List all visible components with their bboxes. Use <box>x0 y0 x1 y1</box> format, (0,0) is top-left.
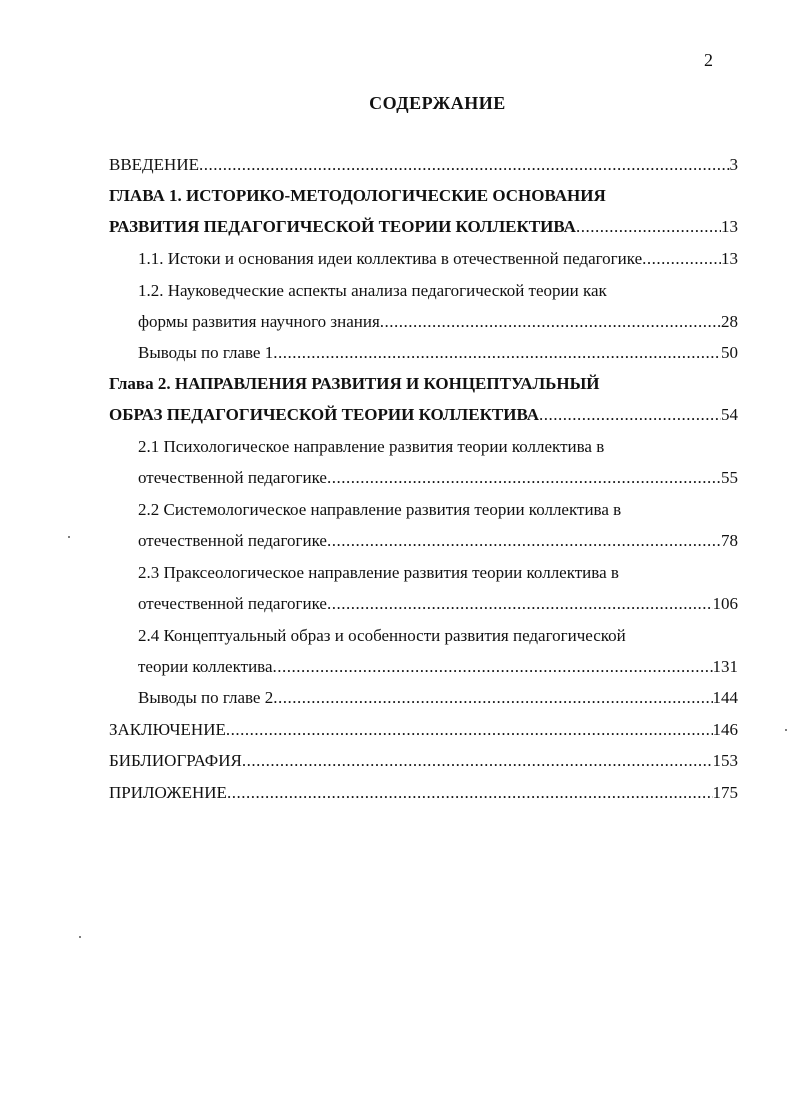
toc-label: ОБРАЗ ПЕДАГОГИЧЕСКОЙ ТЕОРИИ КОЛЛЕКТИВА <box>109 405 539 424</box>
scan-speck <box>785 729 787 731</box>
toc-page-number: 175 <box>712 783 738 802</box>
toc-leader-dots <box>539 403 721 427</box>
toc-section-2-1-line-2[interactable] <box>138 466 738 490</box>
scan-speck <box>68 536 70 538</box>
toc-conclusions-1[interactable] <box>138 341 738 365</box>
toc-leader-dots <box>273 686 712 710</box>
toc-label: ВВЕДЕНИЕ <box>109 155 199 174</box>
toc-label: РАЗВИТИЯ ПЕДАГОГИЧЕСКОЙ ТЕОРИИ КОЛЛЕКТИВА <box>109 217 576 236</box>
toc-label: отечественной педагогике <box>138 531 327 550</box>
toc-label: ЗАКЛЮЧЕНИЕ <box>109 720 226 739</box>
toc-page-number: 3 <box>729 155 738 174</box>
toc-chapter-2-line-1[interactable]: Глава 2. НАПРАВЛЕНИЯ РАЗВИТИЯ И КОНЦЕПТУАЛЬНЫЙ <box>109 374 600 393</box>
toc-label: теории коллектива <box>138 657 273 676</box>
toc-leader-dots <box>380 310 721 334</box>
toc-label: отечественной педагогике <box>138 594 327 613</box>
toc-entry-appendix[interactable] <box>109 781 738 805</box>
toc-page-number: 78 <box>721 531 738 550</box>
toc-page-number: 55 <box>721 468 738 487</box>
toc-section-2-4-line-1[interactable]: 2.4 Концептуальный образ и особенности развития педагогической <box>138 626 626 645</box>
toc-section-2-2-line-1[interactable]: 2.2 Системологическое направление развития теории коллектива в <box>138 500 622 519</box>
toc-page-number: 131 <box>712 657 738 676</box>
toc-leader-dots <box>327 466 721 490</box>
toc-section-1-2-line-2[interactable] <box>138 310 738 334</box>
toc-label: Выводы по главе 2 <box>138 688 274 707</box>
toc-page-number: 28 <box>721 312 738 331</box>
toc-chapter-1-line-1[interactable]: ГЛАВА 1. ИСТОРИКО-МЕТОДОЛОГИЧЕСКИЕ ОСНОВАНИЯ <box>109 186 606 205</box>
toc-section-2-1-line-1[interactable]: 2.1 Психологическое направление развития теории коллектива в <box>138 437 605 456</box>
toc-section-2-4-line-2[interactable] <box>138 655 738 679</box>
toc-conclusions-2[interactable] <box>138 686 738 710</box>
toc-label: Выводы по главе 1 <box>138 343 274 362</box>
toc-leader-dots <box>226 718 713 742</box>
toc-entry-intro[interactable] <box>109 153 738 177</box>
toc-leader-dots <box>273 655 713 679</box>
toc-section-1-1[interactable] <box>138 247 738 271</box>
toc-entry-conclusion[interactable] <box>109 718 738 742</box>
toc-chapter-2-line-2[interactable] <box>109 403 738 427</box>
toc-entry-bibliography[interactable] <box>109 749 738 773</box>
toc-leader-dots <box>227 781 713 805</box>
toc-page-number: 144 <box>712 688 738 707</box>
page-title: СОДЕРЖАНИЕ <box>369 93 506 113</box>
toc-page-number: 106 <box>712 594 738 613</box>
toc-leader-dots <box>576 215 721 239</box>
toc-page-number: 50 <box>721 343 738 362</box>
toc-leader-dots <box>327 529 721 553</box>
toc-label: БИБЛИОГРАФИЯ <box>109 751 242 770</box>
toc-label: ПРИЛОЖЕНИЕ <box>109 783 227 802</box>
toc-leader-dots <box>273 341 721 365</box>
toc-section-2-3-line-2[interactable] <box>138 592 738 616</box>
toc-leader-dots <box>199 153 730 177</box>
toc-label: отечественной педагогике <box>138 468 327 487</box>
toc-leader-dots <box>327 592 713 616</box>
scan-speck <box>79 936 81 938</box>
toc-leader-dots <box>642 247 721 271</box>
toc-section-2-3-line-1[interactable]: 2.3 Праксеологическое направление развития теории коллектива в <box>138 563 619 582</box>
toc-leader-dots <box>242 749 713 773</box>
toc-label: формы развития научного знания <box>138 312 380 331</box>
toc-chapter-1-line-2[interactable] <box>109 215 738 239</box>
toc-label: 1.1. Истоки и основания идеи коллектива в отечественной педагогике <box>138 249 643 268</box>
toc-page-number: 153 <box>712 751 738 770</box>
toc-page-number: 54 <box>721 405 738 424</box>
toc-section-2-2-line-2[interactable] <box>138 529 738 553</box>
page-number: 2 <box>704 50 713 70</box>
toc-page-number: 146 <box>712 720 738 739</box>
toc-page-number: 13 <box>721 217 738 236</box>
toc-section-1-2-line-1[interactable]: 1.2. Науковедческие аспекты анализа педагогической теории как <box>138 281 607 300</box>
toc-page-number: 13 <box>721 249 738 268</box>
